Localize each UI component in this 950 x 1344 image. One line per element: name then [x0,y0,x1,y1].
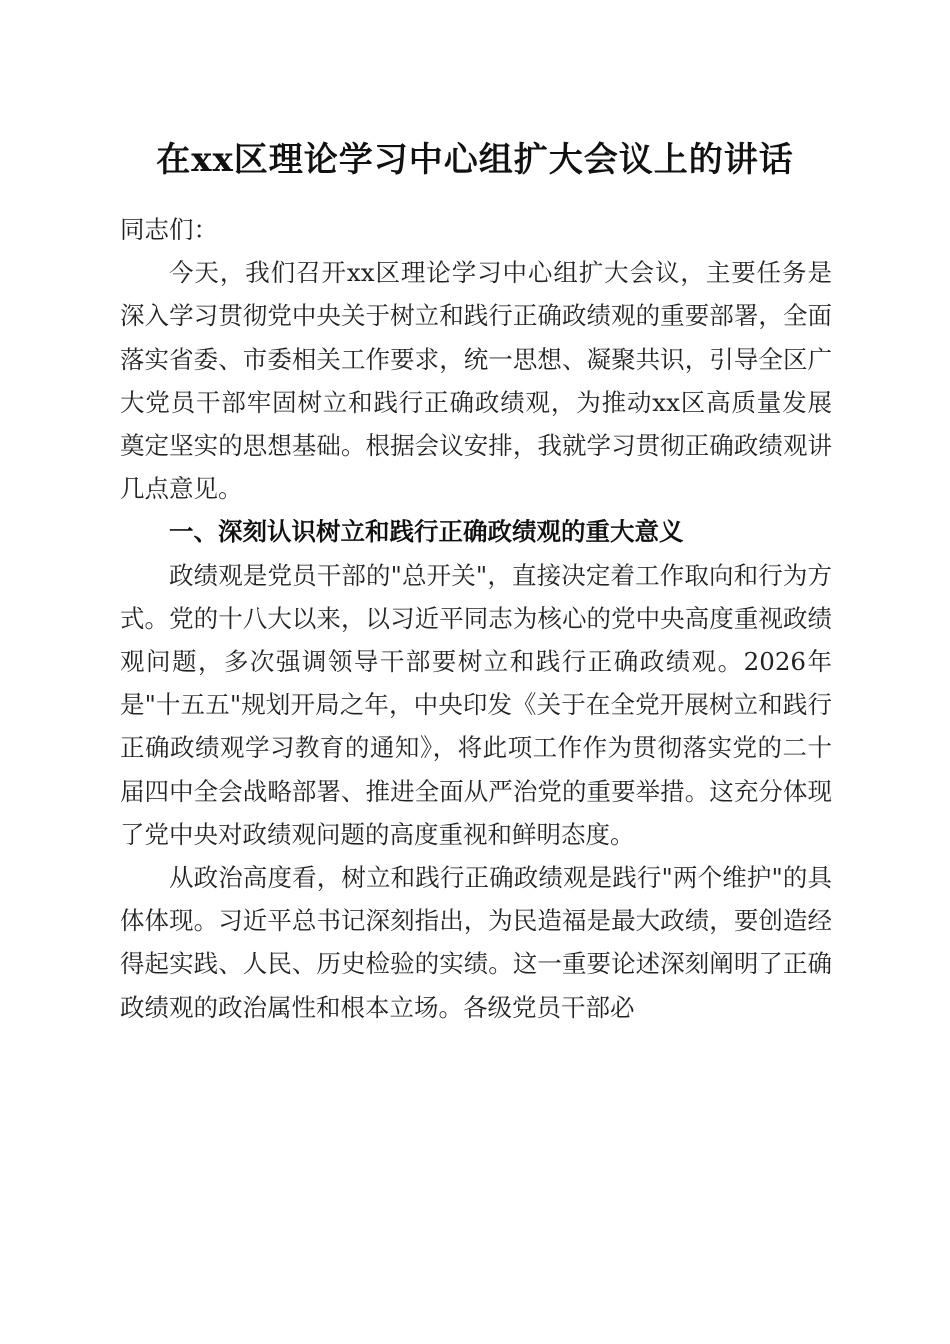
salutation: 同志们： [120,215,218,244]
document-body [120,208,832,1029]
document-title: 在xx区理论学习中心组扩大会议上的讲话 [156,140,794,180]
paragraph-body: 从政治高度看，树立和践行正确政绩观是践行"两个维护"的具体体现。习近平总书记深刻指出，为民造福是最大政绩，要创造经得起实践、人民、历史检验的实绩。这一重要论述深刻阐明了正确政绩观的政治属性和根本立场。各级党员干部必 [120,863,832,1022]
paragraph-intro: 今天，我们召开xx区理论学习中心组扩大会议，主要任务是深入学习贯彻党中央关于树立和践行正确政绩观的重要部署，全面落实省委、市委相关工作要求，统一思想、凝聚共识，引导全区广大党员干部牢固树立和践行正确政绩观，为推动xx区高质量发展奠定坚实的思想基础。根据会议安排，我就学习贯彻正确政绩观讲几点意见。 [120,258,832,504]
section-heading-1: 一、深刻认识树立和践行正确政绩观的重大意义 [169,517,684,547]
paragraph-body: 政绩观是党员干部的"总开关"，直接决定着工作取向和行为方式。党的十八大以来，以习近平同志为核心的党中央高度重视政绩观问题，多次强调领导干部要树立和践行正确政绩观。2026年是"十五五"规划开局之年，中央印发《关于在全党开展树立和践行正确政绩观学习教育的通知》，将此项工作作为贯彻落实党的二十届四中全会战略部署、推进全面从严治党的重要举措。这充分体现了党中央对政绩观问题的高度重视和鲜明态度。 [120,560,832,849]
